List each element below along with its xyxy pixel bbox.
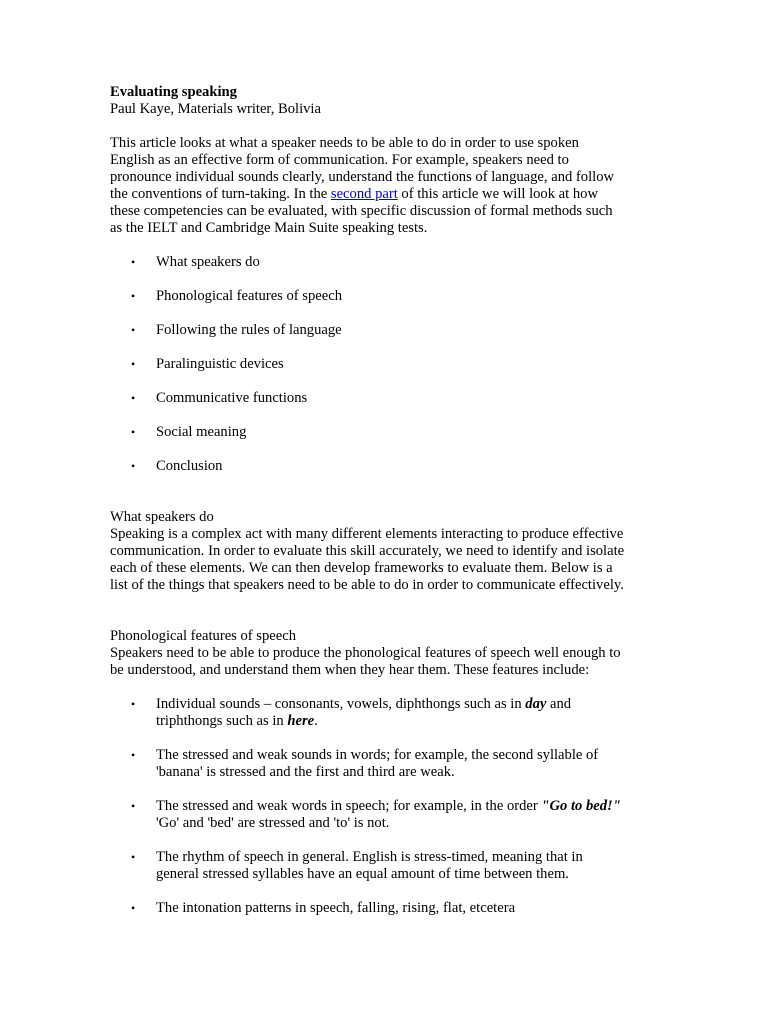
contents-item (110, 424, 670, 441)
intro-text: the conventions of turn-taking. In the (110, 186, 331, 202)
feature-text: The stressed and weak sounds in words; for example, the second syllable of (156, 747, 599, 763)
feature-text: triphthongs such as in (156, 713, 288, 729)
feature-text: general stressed syllables have an equal amount of time between them. (156, 866, 569, 882)
article-author: Paul Kaye, Materials writer, Bolivia (110, 101, 321, 117)
contents-item (110, 356, 670, 373)
feature-item (110, 747, 670, 781)
contents-item (110, 458, 670, 475)
feature-emphasis: day (525, 696, 547, 712)
bullet-icon: • (131, 425, 136, 439)
feature-text: 'Go' and 'bed' are stressed and 'to' is not. (156, 815, 390, 831)
bullet-icon: • (131, 697, 136, 711)
paragraph-line: communication. In order to evaluate this skill accurately, we need to identify and isolate (110, 543, 625, 559)
contents-item-label: Conclusion (156, 458, 223, 474)
bullet-icon: • (131, 357, 136, 371)
article-title: Evaluating speaking (110, 84, 237, 100)
paragraph-line: Speakers need to be able to produce the phonological features of speech well enough to (110, 645, 621, 661)
bullet-icon: • (131, 391, 136, 405)
document-page (110, 84, 670, 934)
contents-item-label: Paralinguistic devices (156, 356, 284, 372)
features-list (110, 696, 670, 917)
feature-text: Individual sounds – consonants, vowels, diphthongs such as in (156, 696, 526, 712)
section-paragraph (110, 526, 670, 594)
section-paragraph (110, 645, 670, 679)
feature-text: The rhythm of speech in general. English is stress-timed, meaning that in (156, 849, 583, 865)
paragraph-line: Speaking is a complex act with many different elements interacting to produce effective (110, 526, 624, 542)
bullet-icon: • (131, 459, 136, 473)
paragraph-line: list of the things that speakers need to be able to do in order to communicate effectively. (110, 577, 624, 593)
second-part-link[interactable]: second part (330, 186, 398, 202)
section-heading: What speakers do (110, 509, 214, 525)
bullet-icon: • (131, 799, 136, 813)
paragraph-line: be understood, and understand them when they hear them. These features include: (110, 662, 590, 678)
intro-line: This article looks at what a speaker needs to be able to do in order to use spoken (110, 135, 579, 151)
bullet-icon: • (131, 289, 136, 303)
bullet-icon: • (131, 748, 136, 762)
contents-item-label: What speakers do (156, 254, 260, 270)
contents-item (110, 322, 670, 339)
intro-line: as the IELT and Cambridge Main Suite speaking tests. (110, 220, 428, 236)
contents-item (110, 390, 670, 407)
feature-emphasis: "Go to bed!" (541, 798, 621, 814)
feature-text: 'banana' is stressed and the first and third are weak. (156, 764, 455, 780)
section-heading: Phonological features of speech (110, 628, 297, 644)
contents-item (110, 288, 670, 305)
intro-line: English as an effective form of communication. For example, speakers need to (110, 152, 569, 168)
intro-line: these competencies can be evaluated, with specific discussion of formal methods such (110, 203, 613, 219)
bullet-icon: • (131, 323, 136, 337)
feature-item (110, 696, 670, 730)
feature-item (110, 798, 670, 832)
contents-item (110, 254, 670, 271)
feature-emphasis: here (287, 713, 315, 729)
feature-text: and (546, 696, 572, 712)
intro-line: pronounce individual sounds clearly, understand the functions of language, and follow (110, 169, 615, 185)
contents-list (110, 254, 670, 475)
feature-text: The intonation patterns in speech, falling, rising, flat, etcetera (156, 900, 516, 916)
intro-line (110, 186, 670, 203)
contents-item-label: Phonological features of speech (156, 288, 343, 304)
contents-item-label: Social meaning (156, 424, 247, 440)
bullet-icon: • (131, 850, 136, 864)
feature-text: . (314, 713, 318, 729)
paragraph-line: each of these elements. We can then develop frameworks to evaluate them. Below is a (110, 560, 613, 576)
intro-text: of this article we will look at how (397, 186, 598, 202)
feature-item (110, 900, 670, 917)
contents-item-label: Following the rules of language (156, 322, 342, 338)
contents-item-label: Communicative functions (156, 390, 308, 406)
intro-paragraph (110, 135, 670, 237)
feature-text: The stressed and weak words in speech; for example, in the order (156, 798, 542, 814)
feature-item (110, 849, 670, 883)
bullet-icon: • (131, 255, 136, 269)
bullet-icon: • (131, 901, 136, 915)
